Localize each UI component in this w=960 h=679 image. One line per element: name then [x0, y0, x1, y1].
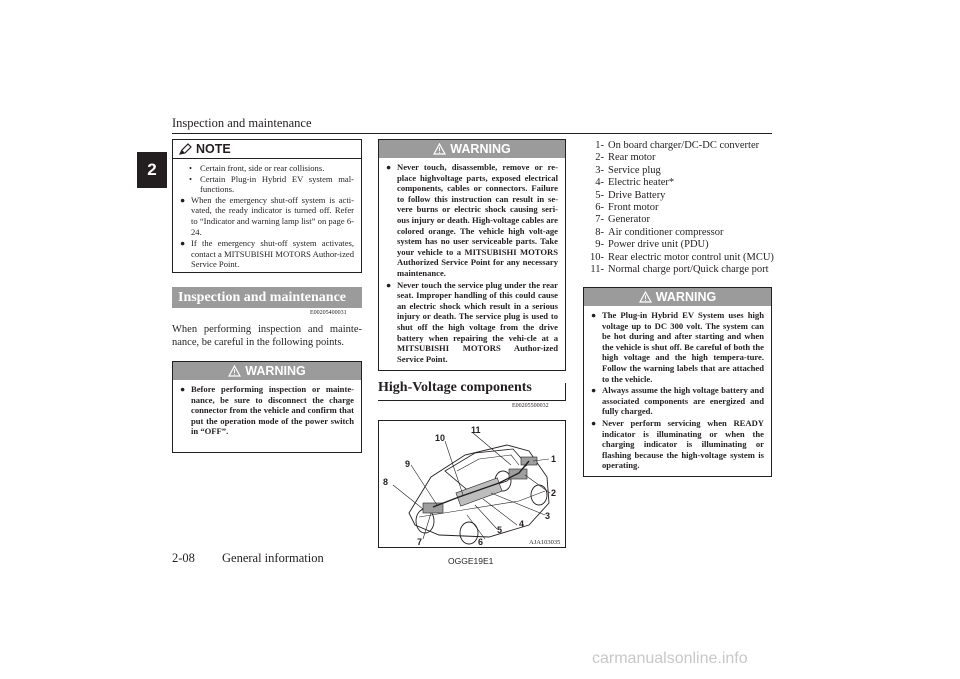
warning-header — [379, 140, 565, 158]
component-number: 11- — [590, 264, 604, 276]
diagram-label-3: 3 — [545, 511, 551, 521]
component-list-item — [583, 214, 774, 226]
component-number: 7- — [595, 214, 604, 226]
component-list — [583, 140, 774, 276]
warning-body — [173, 380, 361, 443]
bullet-icon: ● — [386, 162, 392, 172]
warning-label: WARNING — [245, 364, 306, 378]
warning-box-system-voltage — [583, 287, 772, 477]
component-list-item — [583, 177, 774, 189]
warning-label: WARNING — [450, 142, 511, 156]
section-rule — [378, 400, 566, 401]
note-box — [172, 139, 362, 273]
vehicle-illustration — [379, 421, 565, 547]
component-list-item — [583, 202, 774, 214]
note-sub-item: • Certain front, side or rear collisions. — [189, 163, 325, 173]
component-number: 10- — [590, 251, 604, 263]
warning-item: ● Always assume the high voltage battery and associated components are energized and fully charged. — [591, 385, 764, 417]
warning-triangle-icon — [228, 365, 241, 377]
warning-body — [584, 306, 771, 477]
bullet-icon: • — [189, 173, 193, 184]
warning-item: ● The Plug-in Hybrid EV System uses high voltage up to DC 300 volt. The system can be hot during and after starting and when the vehicle is shut off. Be careful of both the high voltage and the high tempera-ture. Follow the warning labels that are attached to the vehicle. — [591, 310, 764, 384]
component-number: 9- — [595, 239, 604, 251]
note-item: ● If the emergency shut-off system activates, contact a MITSUBISHI MOTORS Author-ized Service Point. — [180, 238, 354, 270]
component-list-item — [583, 190, 774, 202]
note-pencil-icon — [179, 143, 192, 155]
warning-item: ● Never touch the service plug under the rear seat. Improper handling of this could cause an electric shock which result in a serious injury or death. The service plug is used to shut off the high voltage from the drive battery when repairing the vehi-cle at a MITSUBISHI MOTORS Author-ized Service Point. — [386, 279, 558, 364]
component-list-item — [583, 140, 774, 152]
bullet-icon: ● — [180, 194, 186, 205]
diagram-label-11: 11 — [471, 425, 481, 435]
component-name: Drive Battery — [608, 189, 666, 201]
warning-box-inspection — [172, 361, 362, 453]
warning-body — [379, 158, 565, 370]
section-heading-high-voltage: High-Voltage components — [378, 380, 532, 395]
warning-box-high-voltage-parts — [378, 139, 566, 371]
component-list-item — [583, 252, 774, 264]
diagram-label-4: 4 — [519, 519, 525, 529]
component-name: Front motor — [608, 202, 659, 214]
diagram-label-7: 7 — [417, 537, 423, 547]
warning-triangle-icon — [433, 143, 446, 155]
front-right-wheel — [460, 522, 478, 544]
warning-header — [173, 362, 361, 380]
page-number: 2-08 — [172, 551, 195, 565]
warning-label: WARNING — [655, 290, 717, 304]
document-code: OGGE19E1 — [448, 556, 494, 566]
warning-item: ● Never perform servicing when READY indicator is illuminating or when the charging indicator is illuminating or flashing because the high-voltage system is operating. — [591, 417, 764, 471]
watermark: carmanualsonline.info — [592, 650, 748, 667]
component-name: Air conditioner compressor — [608, 226, 724, 238]
bullet-icon: ● — [591, 417, 597, 428]
note-header — [173, 140, 361, 159]
component-name: Rear motor — [608, 152, 656, 164]
component-name: Electric heater* — [608, 177, 675, 189]
rear-right-wheel — [531, 485, 547, 505]
diagram-label-1: 1 — [551, 454, 557, 464]
note-label: NOTE — [196, 142, 231, 156]
component-number: 4- — [595, 177, 604, 189]
component-name: On board charger/DC-DC converter — [608, 140, 760, 151]
component-number: 6- — [595, 202, 604, 214]
component-number: 1- — [595, 140, 604, 151]
header-rule — [172, 133, 772, 134]
component-name: Rear electric motor control unit (MCU) — [608, 251, 774, 263]
high-voltage-components-diagram — [378, 420, 566, 548]
bullet-icon: ● — [180, 384, 186, 394]
warning-item: ● Never touch, disassemble, remove or re-place highvoltage parts, exposed electrical components, cables or connectors. Failure to follow this instruction can result in se-vere burns or electric shock causing seri-ous injury or death. High-voltage cables are colored orange. The vehicle high volt-age system has no user serviceable parts. Take your vehicle to a MITSUBISHI MOTORS Authorized Service Point for any necessary maintenance. — [386, 162, 558, 278]
bullet-icon: ● — [180, 238, 186, 249]
component-list-item — [583, 227, 774, 239]
warning-header — [584, 288, 771, 306]
footer-section-title: General information — [222, 551, 324, 565]
car-window-line — [457, 455, 519, 471]
component-name: Normal charge port/Quick charge port — [608, 264, 769, 276]
note-item: ● When the emergency shut-off system is acti-vated, the ready indicator is turned off. Refer to “Indicator and warning lamp list” on page 6-24. — [180, 194, 354, 237]
component-list-item — [583, 152, 774, 164]
bullet-icon: ● — [591, 310, 597, 320]
component-number: 8- — [595, 226, 604, 238]
drive-battery-shape — [456, 478, 502, 506]
diagram-label-2: 2 — [551, 488, 557, 498]
warning-item: ● Before performing inspection or mainte-nance, be sure to disconnect the charge connector from the vehicle and confirm that put the operation mode of the power switch in “OFF”. — [180, 384, 354, 437]
chapter-tab: 2 — [137, 152, 167, 188]
component-list-item — [583, 264, 774, 276]
diagram-label-10: 10 — [435, 433, 446, 443]
note-sub-item: • Certain Plug-in Hybrid EV system mal-functions. — [189, 173, 354, 195]
component-name: Power drive unit (PDU) — [608, 239, 709, 251]
component-list-item — [583, 239, 774, 251]
bullet-icon: ● — [386, 279, 392, 290]
component-name: Service plug — [608, 164, 661, 176]
diagram-label-8: 8 — [383, 477, 389, 487]
diagram-label-9: 9 — [405, 459, 411, 469]
section-code: E00205400031 — [310, 310, 347, 316]
inspection-intro: When performing inspection and mainte-nance, be careful in the following points. — [172, 324, 362, 348]
running-header: Inspection and maintenance — [172, 116, 312, 130]
component-list-item — [583, 165, 774, 177]
diagram-label-6: 6 — [478, 537, 484, 547]
note-body — [173, 159, 361, 276]
figure-id: AJA103035 — [529, 539, 561, 546]
component-number: 3- — [595, 164, 604, 176]
warning-triangle-icon — [639, 291, 652, 303]
component-number: 2- — [595, 152, 604, 164]
section-rule-tick — [565, 383, 566, 400]
bullet-icon: • — [189, 163, 193, 173]
component-number: 5- — [595, 189, 604, 201]
section-heading-inspection: Inspection and maintenance — [172, 287, 362, 308]
component-name: Generator — [608, 214, 650, 226]
bullet-icon: ● — [591, 385, 597, 396]
diagram-label-5: 5 — [497, 525, 503, 535]
section-code: E00205500032 — [512, 403, 549, 409]
